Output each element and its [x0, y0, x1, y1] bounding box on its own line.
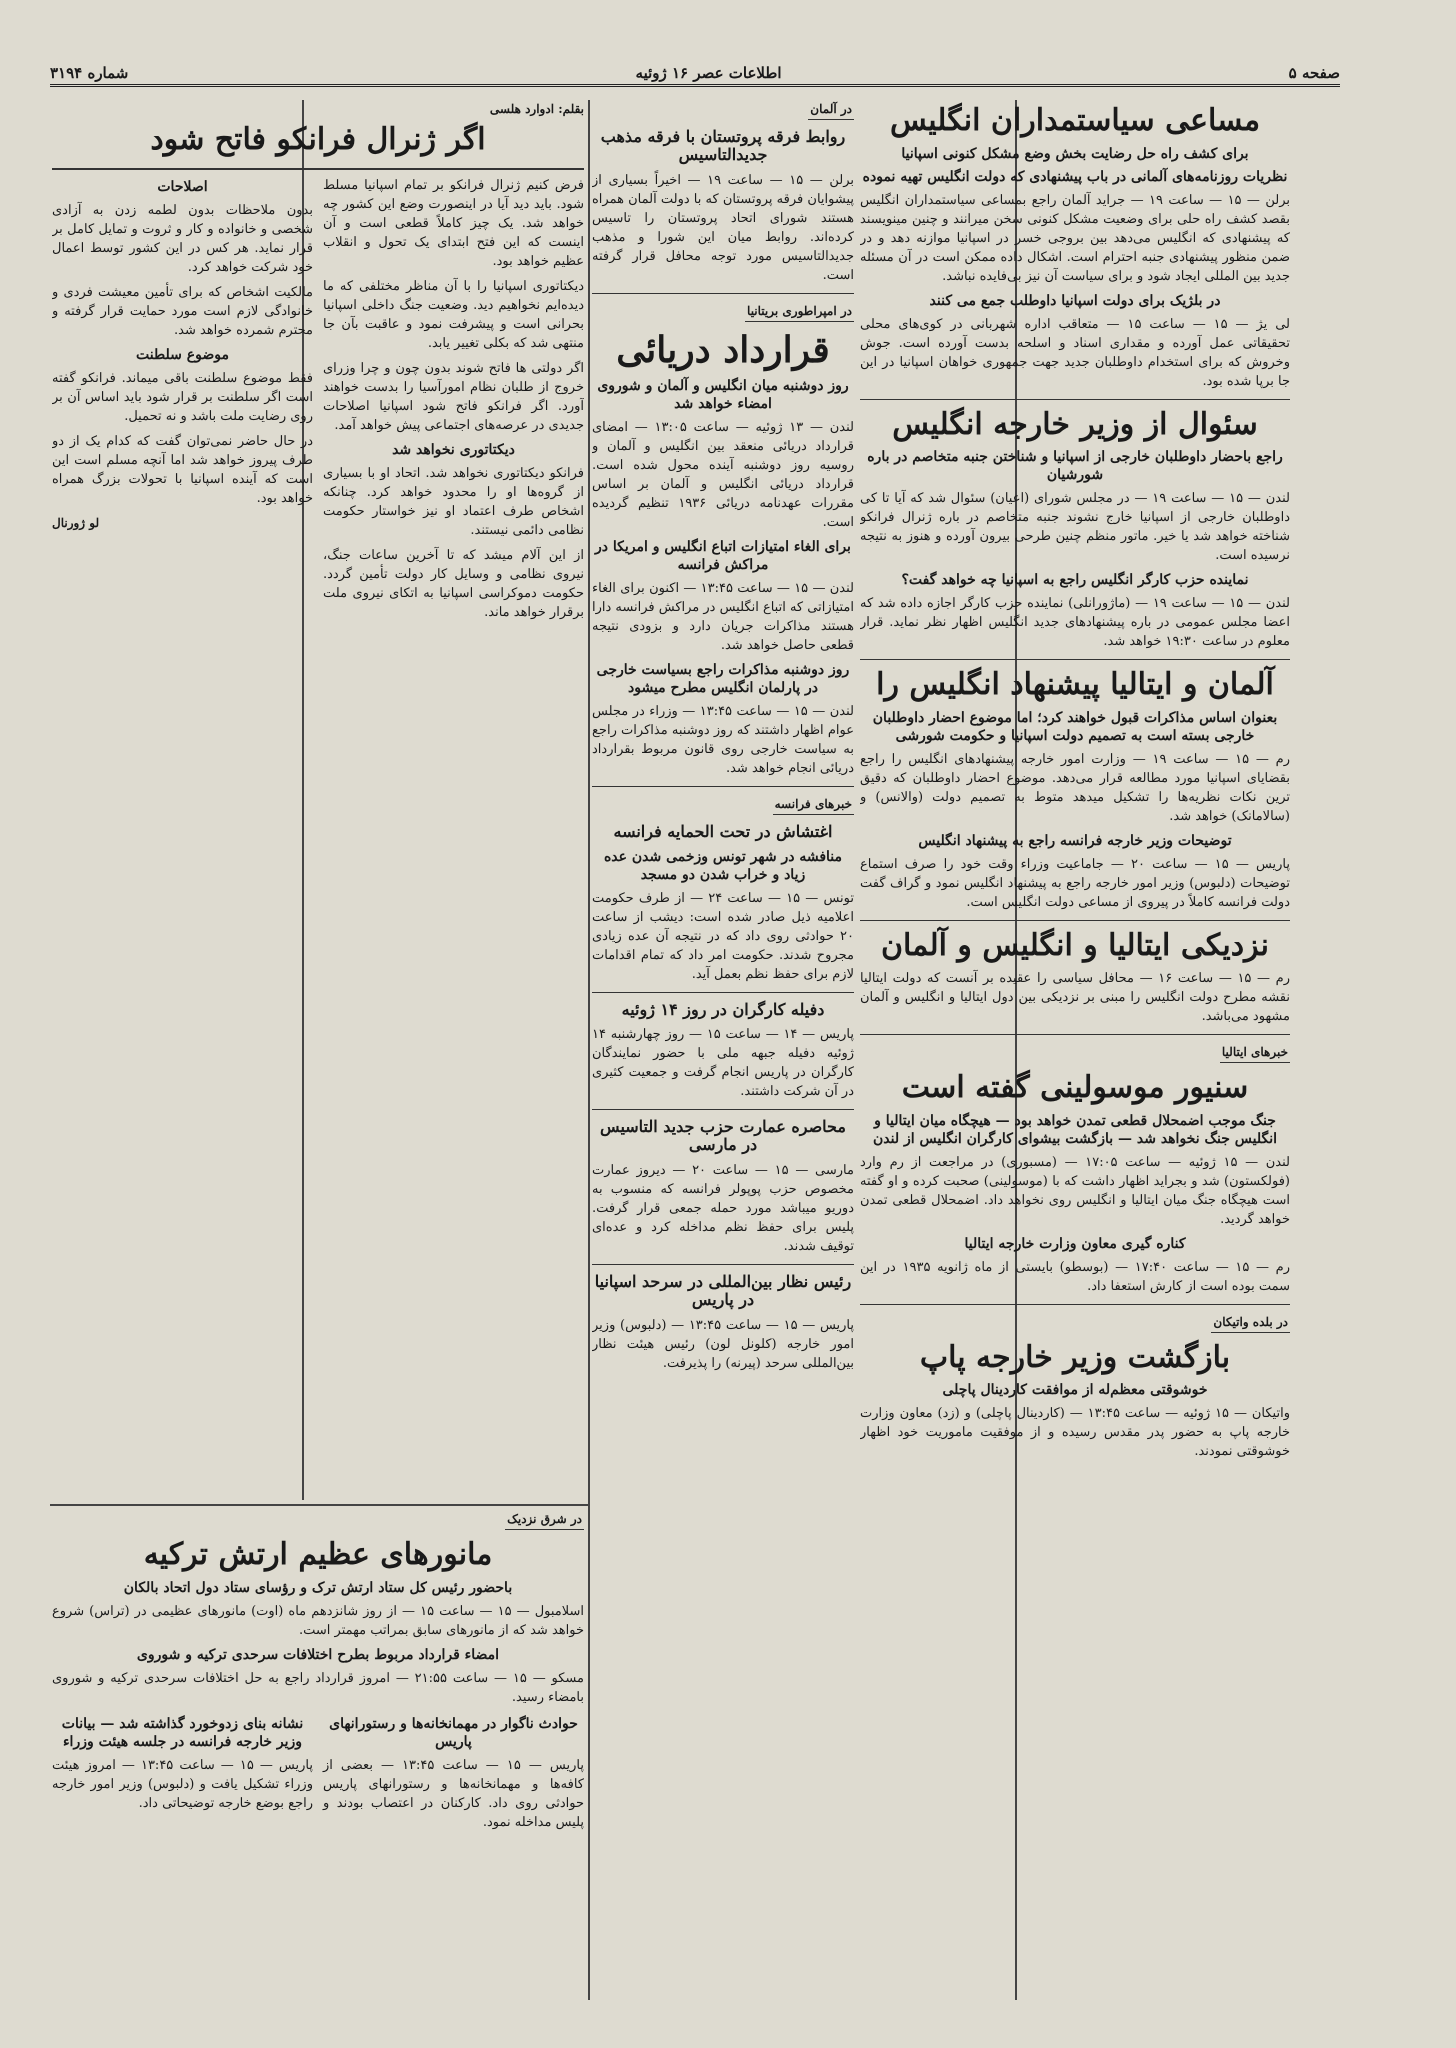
headline-workers-parade: دفیله کارگران در روز ۱۴ ژوئیه	[621, 999, 825, 1019]
article-body: پاریس — ۱۴ — ساعت ۱۵ — روز چهارشنبه ۱۴ ژوئیه دفیله جبهه ملی با حضور نمایندگان کارگران در پاریس انجام گرفت و جمعیت کثیری در آن شرکت داشتند.	[592, 1026, 854, 1099]
article-body: فقط موضوع سلطنت باقی میماند. فرانکو گفته است اگر سلطنت بر قرار شود باید اساس آن بر روی رضایت ملت باشد و نه تحمیل.	[52, 370, 313, 424]
headline-marseille: محاصره عمارت حزب جدید التاسیس در مارسی	[600, 1116, 846, 1155]
article-body: رم — ۱۵ — ساعت ۱۶ — محافل سیاسی را عقیده بر آنست که دولت ایتالیا نقشه مطرح دولت انگلیس را مبنی بر نزدیکی بین دول ایتالیا و انگلیس و آلمان مشهود می‌باشد.	[860, 971, 1290, 1024]
article-body: رم — ۱۵ — ساعت ۱۹ — وزارت امور خارجه پیشنهادهای انگلیس را راجع بقضایای اسپانیا مورد مطالعه قرار می‌دهد. موضوع احضار داوطلبان که دقیق ترین نکات نظریه‌ها را تشکیل میدهد متوط به تصمیم دولت (والانس) و (سالامانک) خواهد شد.	[860, 751, 1290, 824]
masthead	[50, 62, 1340, 87]
article-body: از این آلام میشد که تا آخرین ساعات جنگ، نیروی نظامی و وسایل کار دولت تأمین گردد. حکومت دموکراسی اسپانیا به اتکای نیروی ملت برقرار خواهد ماند.	[323, 547, 584, 620]
subheadline: خوشوقتی معظم‌له از موافقت کاردینال پاچلی	[942, 1382, 1208, 1398]
column-right	[860, 100, 1290, 2000]
article-body: مالکیت اشخاص که برای تأمین معیشت فردی و خانوادگی لازم است مورد حمایت قرار گرفته و محترم شمرده خواهد شد.	[52, 284, 313, 338]
article-body: لندن — ۱۳ ژوئیه — ساعت ۱۳:۰۵ — امضای قرارداد دریائی منعقد بین انگلیس و آلمان و روسیه روز دوشنبه آینده محول شده است. قرارداد دریائی انگلیس و آلمان بر اساس مقررات عهدنامه دریائی ۱۹۳۶ تنظیم گردیده است.	[592, 420, 854, 531]
section-kicker: در آلمان	[808, 100, 854, 120]
headline-question-foreign-minister: سئوال از وزیر خارجه انگلیس	[892, 406, 1258, 442]
article-body: لندن — ۱۵ — ساعت ۱۹ — (ماژورانلی) نماینده حزب کارگر اجازه داده شد که اعضا مجلس عمومی در باره پیشنهادهای جدید انگلیس اظهار نظر نماید. قرار معلوم در ساعت ۱۹:۳۰ خواهد شد.	[860, 596, 1290, 649]
section-kicker: خبرهای ایتالیا	[1220, 1043, 1290, 1063]
column-near-east	[52, 1510, 584, 2000]
subheadline: نشانه بنای زدوخورد گذاشته شد — بیانات وزیر خارجه فرانسه در جلسه هیئت وزراء	[61, 1715, 304, 1750]
article-body: بدون ملاحظات بدون لطمه زدن به آزادی شخصی و خانواده و کار و ثروت و تمایل کامل بر قرار نماید. هر کس در این کشور توسط اعمال خود شرکت خواهد کرد.	[52, 202, 313, 275]
source-signature: لو ژورنال	[52, 515, 100, 530]
subheadline: دیکتاتوری نخواهد شد	[392, 441, 515, 458]
subheadline: بعنوان اساس مذاکرات قبول خواهند کرد؛ اما موضوع احضار داوطلبان خارجی بسته است به تصمیم دولت اسپانیا و حکومت شورشی	[872, 709, 1278, 744]
subheadline: برای کشف راه حل رضایت بخش وضع مشکل کنونی اسپانیا	[901, 145, 1249, 162]
article-body: واتیکان — ۱۵ ژوئیه — ساعت ۱۳:۴۵ — (کاردینال پاچلی) و (زد) معاون وزارت خارجه پاپ به حضور پدر مقدس رسیده و از موفقیت ماموریت خود اظهار خوشوقتی نمودند.	[860, 1406, 1290, 1459]
row-rule	[50, 1504, 590, 1506]
subheadline: باحضور رئیس کل ستاد ارتش ترک و رؤسای ستاد دول اتحاد بالکان	[123, 1579, 513, 1596]
subheadline: روز دوشنبه مذاکرات راجع بسیاست خارجی در پارلمان انگلیس مطرح میشود	[596, 662, 850, 697]
article-body: برلن — ۱۵ — ساعت ۱۹ — اخیراً بسیاری از پیشوایان فرقه پروتستان که با دولت آلمان همراه هستند شورای اتحاد پروتستان را تاسیس کرده‌اند. روابط میان این شورا و مذهب جدیدالتاسیس مورد توجه محافل قرار گرفته است.	[592, 172, 854, 283]
subheadline: نظریات روزنامه‌های آلمانی در باب پیشنهادی که دولت انگلیس تهیه نموده	[862, 168, 1288, 185]
subheadline: برای الغاء امتیازات اتباع انگلیس و امریکا در مراکش فرانسه	[595, 539, 851, 574]
subheadline: توضیحات وزیر خارجه فرانسه راجع به پیشنهاد انگلیس	[918, 832, 1232, 849]
section-kicker: در امپراطوری بریتانیا	[745, 302, 854, 322]
article-body: پاریس — ۱۵ — ساعت ۱۳:۴۵ — امروز هیئت وزراء تشکیل یافت و (دلبوس) وزیر امور خارجه راجع بوضع خارجه توضیحاتی داد.	[52, 1757, 313, 1811]
article-body: فرض کنیم ژنرال فرانکو بر تمام اسپانیا مسلط شود. باید دید آیا در اینصورت وضع این کشور چه خواهد شد. یک چیز کاملاً قطعی است و آن اینست که این فتح ابتدای یک تحول و انقلاب عظیم خواهد بود.	[323, 177, 584, 269]
article-body: پاریس — ۱۵ — ساعت ۱۳:۴۵ — (دلبوس) وزیر امور خارجه (کلونل لون) رئیس هیئت نظار بین‌المللی سرحد (پیرنه) را پذیرفت.	[592, 1317, 854, 1371]
subheadline: روز دوشنبه میان انگلیس و آلمان و شوروی امضاء خواهد شد	[597, 378, 849, 413]
section-kicker: در بلده واتیکان	[1211, 1313, 1290, 1333]
headline-germany-italy-proposal: آلمان و ایتالیا پیشنهاد انگلیس را	[876, 667, 1274, 702]
article-body: لندن — ۱۵ ژوئیه — ساعت ۱۷:۰۵ — (مسبوری) در مراجعت از رم وارد (فولکستون) شد و بجراید اظهار داشت که با (موسولینی) صحبت کرده و او گفته است هیچگاه جنگ میان ایتالیا و انگلیس روی نخواهد داد. اضمحلال قطعی تمدن خواهد گردید.	[860, 1154, 1290, 1227]
subheadline: نماینده حزب کارگر انگلیس راجع به اسپانیا چه خواهد گفت؟	[901, 572, 1249, 588]
article-body: اگر دولتی ها فاتح شوند بدون چون و چرا وزرای خروج از طلبان نظام امورآسیا را بدست خواهند آورد. اگر فرانکو فاتح شود اسپانیا اصلاحات جدیدی در عرصه‌های اجتماعی پیش خواهد آمد.	[323, 360, 584, 433]
subheadline: جنگ موجب اضمحلال قطعی تمدن خواهد بود — هیچگاه میان ایتالیا و انگلیس جنگ نخواهد شد — بازگشت بیشوای کارگران انگلیس از لندن	[872, 1112, 1277, 1147]
subheadline: موضوع سلطنت	[136, 346, 229, 363]
subheadline: در بلژیک برای دولت اسپانیا داوطلب جمع می کنند	[929, 292, 1221, 309]
page-number: صفحه ۵	[1288, 64, 1340, 82]
article-body: لندن — ۱۵ — ساعت ۱۳:۴۵ — وزراء در مجلس عوام اظهار داشتند که روز دوشنبه مذاکرات راجع به سیاست خارجی روی قانون مربوط بقرارداد دریائی انجام خواهد شد.	[592, 704, 854, 777]
headline-if-franco-wins: اگر ژنرال فرانکو فاتح شود	[150, 122, 486, 157]
article-body: رم — ۱۵ — ساعت ۱۷:۴۰ — (بوسطو) بایستی از ماه ژانویه ۱۹۳۵ در این سمت بوده است از کارش استعفا داد.	[860, 1259, 1290, 1294]
article-body: در حال حاضر نمی‌توان گفت که کدام یک از دو طرف پیروز خواهد شد اما آنچه مسلم است این است که آینده اسپانیا با تحولات بزرگ همراه خواهد بود.	[52, 433, 313, 506]
section-kicker: در شرق نزدیک	[505, 1510, 584, 1530]
column-middle-right	[592, 100, 854, 2000]
headline-italy-england-germany: نزدیکی ایتالیا و انگلیس و آلمان	[880, 927, 1270, 963]
article-body: مسکو — ۱۵ — ساعت ۲۱:۵۵ — امروز قرارداد راجع به حل اختلافات سرحدی ترکیه و شوروی بامضاء رسید.	[52, 1670, 584, 1705]
section-kicker: خبرهای فرانسه	[773, 795, 854, 815]
subheadline: منافشه در شهر تونس وزخمی شدن عده زیاد و خراب شدن دو مسجد	[603, 848, 843, 883]
column-franco-article	[52, 100, 584, 1495]
headline-protestant: روابط فرقه پروتستان با فرقه مذهب جدیدالتاسیس	[600, 127, 846, 165]
subheadline: حوادث ناگوار در مهمانخانه‌ها و رستورانهای پاریس	[329, 1715, 578, 1750]
article-body: برلن — ۱۵ — ساعت ۱۹ — جراید آلمان راجع بمساعی سیاستمداران انگلیس بقصد کشف راه حلی برای وضعیت مشکل کنونی سخن میرانند و چنین مینویسند که پیشنهادی که انگلیس می‌دهد بین بروجی خسر در اسپانیا موازنه دهد و در ضمن منظور پیشنهادی جنبه احترام است. اشکال داده ممکن است در آن مسئله جدید بین المللی ایجاد شود و برای سیاست آن نیز بی‌فایده نباشد.	[860, 192, 1290, 284]
article-body: پاریس — ۱۵ — ساعت ۲۰ — جاماعیت وزراء وقت خود را صرف استماع توضیحات (دلبوس) وزیر امور خارجه راجع به پیشنهاد انگلیس نمود و گراف گفت دولت فرانسه کاملاً در پیروی از مساعی دولت انگلیس است.	[860, 856, 1290, 910]
article-body: مارسی — ۱۵ — ساعت ۲۰ — دیروز عمارت مخصوص حزب پوپولر فرانسه که منسوب به دوریو میباشد مورد حمله جمعی قرار گرفت. پلیس برای حفظ نظم مداخله کرد و عده‌ای توقیف شدند.	[592, 1162, 854, 1254]
subheadline: امضاء قرارداد مربوط بطرح اختلافات سرحدی ترکیه و شوروی	[136, 1646, 500, 1663]
article-body: پاریس — ۱۵ — ساعت ۱۳:۴۵ — بعضی از کافه‌ها و مهمانخانه‌ها و رستورانهای پاریس حوادثی روی داد. کارکنان در اعتصاب بودند و پلیس مداخله نمود.	[323, 1757, 584, 1830]
article-body: فرانکو دیکتاتوری نخواهد شد. اتحاد او با بسیاری از گروه‌ها او را محدود خواهد کرد. چنانکه اشخاص طرف اعتماد او نیز خواستار حکومت نظامی دائمی نیستند.	[323, 465, 584, 538]
issue-number: شماره ۳۱۹۴	[50, 64, 129, 82]
column-rule	[588, 100, 590, 2000]
headline-tunisia-unrest: اغتشاش در تحت الحمایه فرانسه	[613, 822, 833, 842]
headline-turkish-maneuvers: مانورهای عظیم ارتش ترکیه	[143, 1537, 493, 1572]
headline-english-diplomats: مساعی سیاستمداران انگلیس	[889, 103, 1261, 138]
subheadline: راجع باحضار داوطلبان خارجی از اسپانیا و شناختن جنبه متخاصم در باره شورشیان	[867, 449, 1283, 483]
headline-pope-foreign-minister: بازگشت وزیر خارجه پاپ	[919, 1339, 1231, 1375]
subheadline: کناره گیری معاون وزارت خارجه ایتالیا	[964, 1235, 1186, 1252]
byline: بقلم: ادوارد هلسی	[489, 102, 584, 116]
paper-title-date: اطلاعات عصر ۱۶ ژوئیه	[635, 64, 782, 82]
headline-mussolini: سنیور موسولینی گفته است	[901, 1070, 1249, 1105]
article-body: لندن — ۱۵ — ساعت ۱۹ — در مجلس شورای (اعیان) سئوال شد که آیا تا کی داوطلبان خارجی از اسپانیا خارج نشوند جنبه متخاصم در باره ژنرال فرانکو شناخته خواهد شد یا خیر. ماتور منظم چنین طرحی بیرون آورده و هنوز به نتیجه نرسیده است.	[860, 491, 1290, 563]
article-body: تونس — ۱۵ — ساعت ۲۴ — از طرف حکومت اعلامیه ذیل صادر شده است: دیشب از ساعت ۲۰ حوادثی روی داد که در نتیجه آن عده زیادی مجروح شدند. حکومت امر داد که تمام اقدامات لازم برای حفظ نظم بعمل آید.	[592, 890, 854, 982]
subheadline: اصلاحات	[157, 178, 208, 195]
article-body: لی یژ — ۱۵ — ساعت ۱۵ — متعاقب اداره شهربانی در کوی‌های محلی تحقیقاتی عمل آورده و مقداری اسناد و اسلحه بدست آورده است. جوش وخروش که برای استخدام داوطلبان جدید جهت جمهوری خواهان اسپانیا در این جا برپا شده بود.	[860, 316, 1290, 389]
article-body: دیکتاتوری اسپانیا را با آن مناظر مختلفی که ما دیده‌ایم نخواهیم دید. وضعیت جنگ داخلی اسپانیا بحرانی است و پیشرفت نمود و عاقبت بآن جا منتهی شد که بکلی تغییر یابد.	[323, 278, 584, 351]
article-body: لندن — ۱۵ — ساعت ۱۳:۴۵ — اکنون برای الغاء امتیازاتی که اتباع انگلیس در مراکش فرانسه دارا هستند مذاکرات جریان دارد و بزودی نتیجه قطعی حاصل خواهد شد.	[592, 581, 854, 654]
headline-observers-chief: رئیس نظار بین‌المللی در سرحد اسپانیا در پاریس	[594, 1271, 852, 1310]
article-body: اسلامبول — ۱۵ — ساعت ۱۵ — از روز شانزدهم ماه (اوت) مانورهای عظیمی در (تراس) شروع خواهد شد که از مانورهای سابق بمراتب مهمتر است.	[52, 1603, 584, 1638]
headline-naval-treaty: قرارداد دریائی	[616, 328, 830, 371]
